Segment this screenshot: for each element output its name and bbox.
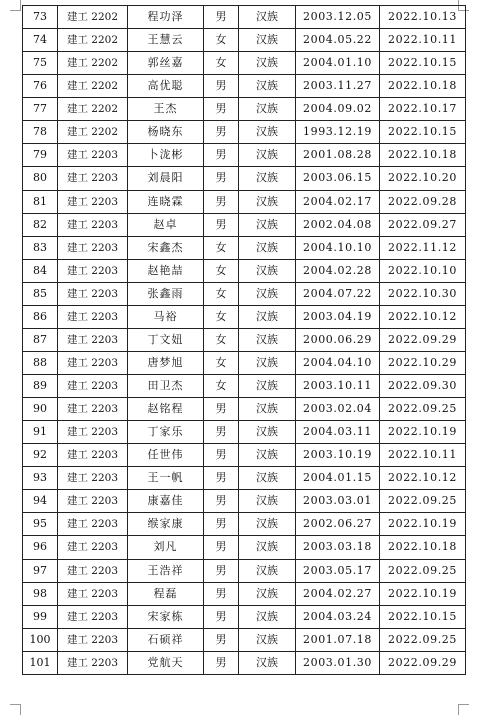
registration-date-cell: 2022.10.15 [380,52,466,75]
ethnicity-cell: 汉族 [239,282,296,305]
gender-cell: 女 [204,236,239,259]
gender-cell: 男 [204,121,239,144]
birth-date-cell: 2003.01.30 [296,651,380,674]
gender-cell: 男 [204,98,239,121]
table-row [23,282,466,305]
gender-cell: 女 [204,52,239,75]
registration-date-cell: 2022.09.28 [380,190,466,213]
registration-date-cell: 2022.10.18 [380,144,466,167]
birth-date-cell: 2003.05.17 [296,559,380,582]
row-number-cell: 85 [23,282,58,305]
student-name-cell: 刘凡 [128,536,204,559]
table-row [23,628,466,651]
student-name-cell: 唐梦旭 [128,351,204,374]
row-number-cell: 73 [23,6,58,29]
registration-date-cell: 2022.09.25 [380,559,466,582]
registration-date-cell: 2022.10.17 [380,98,466,121]
class-name-cell: 建工 2202 [58,75,128,98]
table-row [23,259,466,282]
registration-date-cell: 2022.09.27 [380,213,466,236]
ethnicity-cell: 汉族 [239,351,296,374]
class-name-cell: 建工 2203 [58,628,128,651]
registration-date-cell: 2022.10.18 [380,75,466,98]
table-row [23,444,466,467]
class-name-cell: 建工 2203 [58,144,128,167]
table-row [23,121,466,144]
class-name-cell: 建工 2203 [58,282,128,305]
row-number-cell: 79 [23,144,58,167]
student-name-cell: 赵艳喆 [128,259,204,282]
student-name-cell: 丁文妞 [128,328,204,351]
row-number-cell: 84 [23,259,58,282]
ethnicity-cell: 汉族 [239,6,296,29]
row-number-cell: 88 [23,351,58,374]
gender-cell: 男 [204,536,239,559]
class-name-cell: 建工 2203 [58,305,128,328]
class-name-cell: 建工 2203 [58,190,128,213]
birth-date-cell: 2004.01.10 [296,52,380,75]
student-name-cell: 缑家康 [128,513,204,536]
gender-cell: 男 [204,490,239,513]
birth-date-cell: 2004.05.22 [296,29,380,52]
class-name-cell: 建工 2202 [58,121,128,144]
registration-date-cell: 2022.10.13 [380,6,466,29]
ethnicity-cell: 汉族 [239,144,296,167]
table-row [23,398,466,421]
registration-date-cell: 2022.10.12 [380,467,466,490]
ethnicity-cell: 汉族 [239,75,296,98]
student-name-cell: 田卫杰 [128,375,204,398]
row-number-cell: 98 [23,582,58,605]
gender-cell: 男 [204,582,239,605]
birth-date-cell: 2000.06.29 [296,328,380,351]
birth-date-cell: 2001.08.28 [296,144,380,167]
student-name-cell: 宋家栋 [128,605,204,628]
gender-cell: 男 [204,6,239,29]
gender-cell: 男 [204,467,239,490]
student-name-cell: 丁家乐 [128,421,204,444]
ethnicity-cell: 汉族 [239,582,296,605]
row-number-cell: 78 [23,121,58,144]
table-row [23,559,466,582]
ethnicity-cell: 汉族 [239,444,296,467]
student-name-cell: 卜泷彬 [128,144,204,167]
gender-cell: 男 [204,398,239,421]
class-name-cell: 建工 2202 [58,6,128,29]
birth-date-cell: 2003.02.04 [296,398,380,421]
birth-date-cell: 2004.03.24 [296,605,380,628]
registration-date-cell: 2022.10.19 [380,513,466,536]
class-name-cell: 建工 2203 [58,421,128,444]
ethnicity-cell: 汉族 [239,559,296,582]
birth-date-cell: 2004.02.27 [296,582,380,605]
student-name-cell: 张鑫雨 [128,282,204,305]
crop-mark-top-left [10,0,21,11]
row-number-cell: 96 [23,536,58,559]
table-row [23,351,466,374]
table-row [23,236,466,259]
student-name-cell: 任世伟 [128,444,204,467]
registration-date-cell: 2022.10.19 [380,421,466,444]
gender-cell: 男 [204,513,239,536]
table-row [23,167,466,190]
registration-date-cell: 2022.10.10 [380,259,466,282]
row-number-cell: 87 [23,328,58,351]
row-number-cell: 94 [23,490,58,513]
table-row [23,490,466,513]
registration-date-cell: 2022.10.15 [380,121,466,144]
ethnicity-cell: 汉族 [239,513,296,536]
ethnicity-cell: 汉族 [239,52,296,75]
registration-date-cell: 2022.09.25 [380,398,466,421]
birth-date-cell: 2003.11.27 [296,75,380,98]
student-name-cell: 王慧云 [128,29,204,52]
table-body [23,6,466,675]
table-row [23,582,466,605]
row-number-cell: 81 [23,190,58,213]
ethnicity-cell: 汉族 [239,328,296,351]
table-row [23,6,466,29]
gender-cell: 男 [204,421,239,444]
row-number-cell: 86 [23,305,58,328]
registration-date-cell: 2022.10.15 [380,605,466,628]
registration-date-cell: 2022.09.29 [380,651,466,674]
ethnicity-cell: 汉族 [239,628,296,651]
birth-date-cell: 2004.02.17 [296,190,380,213]
class-name-cell: 建工 2203 [58,582,128,605]
row-number-cell: 95 [23,513,58,536]
class-name-cell: 建工 2203 [58,559,128,582]
ethnicity-cell: 汉族 [239,467,296,490]
table-row [23,467,466,490]
birth-date-cell: 2004.04.10 [296,351,380,374]
class-name-cell: 建工 2203 [58,328,128,351]
student-name-cell: 连晓霖 [128,190,204,213]
registration-date-cell: 2022.10.30 [380,282,466,305]
row-number-cell: 91 [23,421,58,444]
class-name-cell: 建工 2203 [58,375,128,398]
ethnicity-cell: 汉族 [239,536,296,559]
class-name-cell: 建工 2203 [58,236,128,259]
gender-cell: 男 [204,167,239,190]
birth-date-cell: 2002.04.08 [296,213,380,236]
class-name-cell: 建工 2203 [58,213,128,236]
class-name-cell: 建工 2203 [58,467,128,490]
gender-cell: 男 [204,651,239,674]
registration-date-cell: 2022.10.18 [380,536,466,559]
gender-cell: 男 [204,605,239,628]
ethnicity-cell: 汉族 [239,236,296,259]
registration-date-cell: 2022.10.11 [380,29,466,52]
row-number-cell: 89 [23,375,58,398]
ethnicity-cell: 汉族 [239,605,296,628]
row-number-cell: 100 [23,628,58,651]
class-name-cell: 建工 2203 [58,651,128,674]
row-number-cell: 90 [23,398,58,421]
gender-cell: 女 [204,305,239,328]
ethnicity-cell: 汉族 [239,98,296,121]
student-name-cell: 马裕 [128,305,204,328]
student-name-cell: 宋鑫杰 [128,236,204,259]
table-row [23,190,466,213]
student-name-cell: 杨晓东 [128,121,204,144]
registration-date-cell: 2022.10.11 [380,444,466,467]
student-name-cell: 赵铭程 [128,398,204,421]
registration-date-cell: 2022.09.25 [380,628,466,651]
student-name-cell: 程功泽 [128,6,204,29]
class-name-cell: 建工 2203 [58,398,128,421]
class-name-cell: 建工 2203 [58,259,128,282]
birth-date-cell: 2003.10.11 [296,375,380,398]
student-name-cell: 高优聪 [128,75,204,98]
class-name-cell: 建工 2203 [58,351,128,374]
table-row [23,536,466,559]
crop-mark-bottom-left [10,704,21,715]
ethnicity-cell: 汉族 [239,167,296,190]
student-name-cell: 赵卓 [128,213,204,236]
student-name-cell: 石硕祥 [128,628,204,651]
table-row [23,144,466,167]
table-row [23,29,466,52]
ethnicity-cell: 汉族 [239,213,296,236]
gender-cell: 男 [204,628,239,651]
table-row [23,52,466,75]
student-name-cell: 王浩祥 [128,559,204,582]
ethnicity-cell: 汉族 [239,398,296,421]
table-row [23,513,466,536]
gender-cell: 男 [204,144,239,167]
table-row [23,651,466,674]
registration-date-cell: 2022.10.29 [380,351,466,374]
ethnicity-cell: 汉族 [239,29,296,52]
student-name-cell: 王一帆 [128,467,204,490]
row-number-cell: 75 [23,52,58,75]
student-name-cell: 党航天 [128,651,204,674]
row-number-cell: 101 [23,651,58,674]
table-row [23,213,466,236]
class-name-cell: 建工 2203 [58,490,128,513]
class-name-cell: 建工 2203 [58,444,128,467]
ethnicity-cell: 汉族 [239,651,296,674]
gender-cell: 女 [204,375,239,398]
gender-cell: 女 [204,259,239,282]
birth-date-cell: 2004.09.02 [296,98,380,121]
student-name-cell: 王杰 [128,98,204,121]
birth-date-cell: 2003.12.05 [296,6,380,29]
birth-date-cell: 2004.03.11 [296,421,380,444]
gender-cell: 男 [204,559,239,582]
registration-date-cell: 2022.09.29 [380,328,466,351]
student-name-cell: 康嘉佳 [128,490,204,513]
ethnicity-cell: 汉族 [239,421,296,444]
gender-cell: 男 [204,190,239,213]
birth-date-cell: 2003.10.19 [296,444,380,467]
birth-date-cell: 2003.03.01 [296,490,380,513]
row-number-cell: 77 [23,98,58,121]
table-row [23,375,466,398]
table-row [23,98,466,121]
class-name-cell: 建工 2202 [58,52,128,75]
row-number-cell: 82 [23,213,58,236]
birth-date-cell: 2004.01.15 [296,467,380,490]
birth-date-cell: 2003.04.19 [296,305,380,328]
student-name-cell: 程磊 [128,582,204,605]
ethnicity-cell: 汉族 [239,490,296,513]
ethnicity-cell: 汉族 [239,259,296,282]
row-number-cell: 99 [23,605,58,628]
student-name-cell: 刘晨阳 [128,167,204,190]
registration-date-cell: 2022.10.19 [380,582,466,605]
gender-cell: 女 [204,282,239,305]
row-number-cell: 92 [23,444,58,467]
class-name-cell: 建工 2202 [58,98,128,121]
class-name-cell: 建工 2203 [58,536,128,559]
registration-date-cell: 2022.10.12 [380,305,466,328]
row-number-cell: 97 [23,559,58,582]
student-name-cell: 郭丝嘉 [128,52,204,75]
birth-date-cell: 2003.06.15 [296,167,380,190]
class-name-cell: 建工 2203 [58,605,128,628]
student-roster-table [22,5,466,675]
table-row [23,328,466,351]
table-row [23,305,466,328]
registration-date-cell: 2022.10.20 [380,167,466,190]
birth-date-cell: 2004.10.10 [296,236,380,259]
birth-date-cell: 2004.07.22 [296,282,380,305]
registration-date-cell: 2022.11.12 [380,236,466,259]
birth-date-cell: 2001.07.18 [296,628,380,651]
row-number-cell: 76 [23,75,58,98]
gender-cell: 女 [204,29,239,52]
class-name-cell: 建工 2202 [58,29,128,52]
table-row [23,605,466,628]
class-name-cell: 建工 2203 [58,167,128,190]
table-row [23,75,466,98]
birth-date-cell: 2002.06.27 [296,513,380,536]
birth-date-cell: 1993.12.19 [296,121,380,144]
gender-cell: 男 [204,75,239,98]
row-number-cell: 80 [23,167,58,190]
gender-cell: 女 [204,328,239,351]
gender-cell: 男 [204,213,239,236]
ethnicity-cell: 汉族 [239,375,296,398]
ethnicity-cell: 汉族 [239,121,296,144]
row-number-cell: 83 [23,236,58,259]
crop-mark-bottom-right [458,704,469,715]
birth-date-cell: 2003.03.18 [296,536,380,559]
registration-date-cell: 2022.09.30 [380,375,466,398]
birth-date-cell: 2004.02.28 [296,259,380,282]
ethnicity-cell: 汉族 [239,305,296,328]
ethnicity-cell: 汉族 [239,190,296,213]
row-number-cell: 74 [23,29,58,52]
gender-cell: 女 [204,351,239,374]
table-row [23,421,466,444]
row-number-cell: 93 [23,467,58,490]
class-name-cell: 建工 2203 [58,513,128,536]
registration-date-cell: 2022.09.25 [380,490,466,513]
gender-cell: 男 [204,444,239,467]
